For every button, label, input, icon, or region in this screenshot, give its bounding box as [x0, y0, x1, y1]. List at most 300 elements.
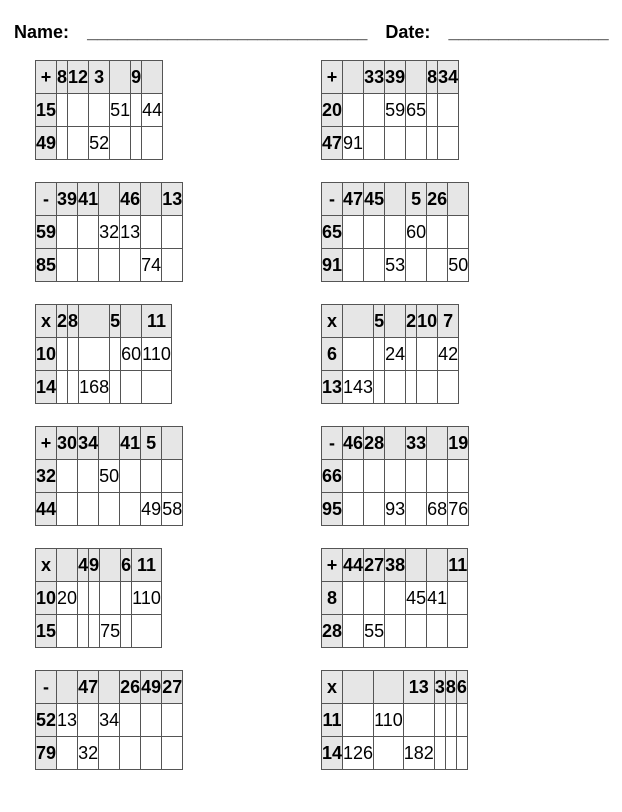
answer-cell: 32	[99, 216, 120, 249]
date-label: Date:	[385, 22, 431, 42]
row-header-cell: 15	[36, 94, 57, 127]
table-header-row	[322, 183, 469, 216]
column-header-cell[interactable]	[427, 549, 448, 582]
answer-cell[interactable]	[403, 704, 434, 737]
column-header-cell: 5	[374, 305, 385, 338]
answer-cell[interactable]	[364, 493, 385, 526]
column-header-cell: 11	[448, 549, 468, 582]
operation-table	[321, 670, 468, 770]
name-label: Name:	[14, 22, 70, 42]
answer-cell[interactable]	[57, 216, 78, 249]
column-header-cell: 49	[141, 671, 162, 704]
answer-cell: 49	[141, 493, 162, 526]
operator-cell: +	[36, 427, 57, 460]
column-header-cell[interactable]	[99, 183, 120, 216]
answer-cell[interactable]	[141, 216, 162, 249]
answer-cell[interactable]	[57, 737, 78, 770]
answer-cell: 50	[99, 460, 120, 493]
answer-cell[interactable]	[68, 371, 79, 404]
date-line[interactable]: ________________	[448, 22, 609, 42]
answer-cell[interactable]	[100, 582, 121, 615]
table-row	[322, 737, 468, 770]
column-header-cell[interactable]	[99, 671, 120, 704]
answer-cell[interactable]	[89, 615, 100, 648]
answer-cell[interactable]	[78, 704, 99, 737]
row-header-cell: 59	[36, 216, 57, 249]
column-header-cell: 4	[78, 549, 89, 582]
column-header-cell: 46	[343, 427, 364, 460]
answer-cell[interactable]	[57, 615, 78, 648]
row-header-cell: 28	[322, 615, 343, 648]
column-header-cell[interactable]	[343, 61, 364, 94]
answer-cell: 53	[385, 249, 406, 282]
operator-cell: -	[322, 427, 343, 460]
answer-cell: 13	[120, 216, 141, 249]
answer-cell[interactable]	[374, 737, 404, 770]
answer-cell[interactable]	[364, 249, 385, 282]
answer-cell[interactable]	[162, 249, 183, 282]
column-header-cell: 3	[89, 61, 110, 94]
column-header-cell[interactable]	[142, 61, 163, 94]
operation-table	[321, 426, 469, 526]
answer-cell: 93	[385, 493, 406, 526]
answer-cell[interactable]	[427, 94, 438, 127]
column-header-cell: 41	[78, 183, 99, 216]
answer-cell: 65	[406, 94, 427, 127]
column-header-cell: 12	[68, 61, 89, 94]
column-header-cell[interactable]	[121, 305, 142, 338]
answer-cell: 91	[343, 127, 364, 160]
answer-cell[interactable]	[364, 460, 385, 493]
answer-cell: 68	[427, 493, 448, 526]
answer-cell[interactable]	[110, 127, 131, 160]
answer-cell[interactable]	[445, 737, 456, 770]
column-header-cell[interactable]	[57, 671, 78, 704]
answer-cell: 76	[448, 493, 469, 526]
answer-cell: 44	[142, 94, 163, 127]
column-header-cell: 8	[445, 671, 456, 704]
column-header-cell[interactable]	[385, 305, 406, 338]
column-header-cell: 3	[434, 671, 445, 704]
answer-cell[interactable]	[57, 371, 68, 404]
answer-cell: 182	[403, 737, 434, 770]
table-row	[322, 704, 468, 737]
column-header-cell: 8	[68, 305, 79, 338]
answer-cell[interactable]	[78, 615, 89, 648]
column-header-cell: 27	[364, 549, 385, 582]
answer-cell[interactable]	[343, 216, 364, 249]
row-header-cell: 91	[322, 249, 343, 282]
table-header-row	[36, 61, 163, 94]
operation-table	[35, 60, 163, 160]
column-header-cell: 47	[78, 671, 99, 704]
answer-cell[interactable]	[427, 460, 448, 493]
answer-cell: 60	[406, 216, 427, 249]
answer-cell[interactable]	[141, 460, 162, 493]
column-header-cell: 30	[57, 427, 78, 460]
column-header-cell: 11	[132, 549, 162, 582]
answer-cell[interactable]	[406, 460, 427, 493]
row-header-cell: 10	[36, 338, 57, 371]
answer-cell[interactable]	[132, 615, 162, 648]
answer-cell: 55	[364, 615, 385, 648]
answer-cell[interactable]	[57, 460, 78, 493]
answer-cell[interactable]	[406, 127, 427, 160]
answer-cell[interactable]	[364, 216, 385, 249]
answer-cell[interactable]	[434, 704, 445, 737]
row-header-cell: 11	[322, 704, 343, 737]
column-header-cell[interactable]	[448, 183, 469, 216]
answer-cell[interactable]	[448, 615, 468, 648]
answer-cell[interactable]	[434, 737, 445, 770]
answer-cell[interactable]	[445, 704, 456, 737]
table-header-row	[322, 549, 468, 582]
answer-cell[interactable]	[120, 249, 141, 282]
answer-cell[interactable]	[142, 371, 172, 404]
answer-cell[interactable]	[364, 94, 385, 127]
row-header-cell: 6	[322, 338, 343, 371]
answer-cell[interactable]	[364, 582, 385, 615]
column-header-cell: 9	[131, 61, 142, 94]
answer-cell[interactable]	[374, 338, 385, 371]
column-header-cell: 9	[89, 549, 100, 582]
answer-cell[interactable]	[406, 371, 417, 404]
column-header-cell[interactable]	[374, 671, 404, 704]
table-header-row	[36, 549, 162, 582]
answer-cell[interactable]	[406, 615, 427, 648]
answer-cell[interactable]	[78, 582, 89, 615]
answer-cell[interactable]	[89, 582, 100, 615]
answer-cell[interactable]	[57, 127, 68, 160]
column-header-cell: 2	[57, 305, 68, 338]
column-header-cell: 7	[438, 305, 459, 338]
column-header-cell: 26	[427, 183, 448, 216]
answer-cell[interactable]	[456, 704, 467, 737]
table-row	[36, 371, 172, 404]
column-header-cell: 13	[162, 183, 183, 216]
row-header-cell: 15	[36, 615, 57, 648]
table-row	[36, 615, 162, 648]
answer-cell[interactable]	[121, 582, 132, 615]
answer-cell[interactable]	[99, 249, 120, 282]
answer-cell: 75	[100, 615, 121, 648]
answer-cell: 110	[374, 704, 404, 737]
column-header-cell: 33	[406, 427, 427, 460]
answer-cell: 143	[343, 371, 374, 404]
answer-cell[interactable]	[438, 94, 459, 127]
column-header-cell[interactable]	[79, 305, 110, 338]
answer-cell[interactable]	[385, 582, 406, 615]
column-header-cell: 45	[364, 183, 385, 216]
operator-cell: -	[322, 183, 343, 216]
row-header-cell: 32	[36, 460, 57, 493]
column-header-cell[interactable]	[385, 183, 406, 216]
answer-cell[interactable]	[406, 493, 427, 526]
answer-cell[interactable]	[120, 493, 141, 526]
answer-cell: 60	[121, 338, 142, 371]
column-header-cell[interactable]	[141, 183, 162, 216]
answer-cell: 168	[79, 371, 110, 404]
column-header-cell[interactable]	[57, 549, 78, 582]
answer-cell[interactable]	[110, 371, 121, 404]
answer-cell[interactable]	[343, 249, 364, 282]
table-header-row	[322, 61, 459, 94]
column-header-cell[interactable]	[343, 671, 374, 704]
table-row	[322, 460, 469, 493]
column-header-cell: 27	[162, 671, 183, 704]
answer-cell[interactable]	[406, 249, 427, 282]
answer-cell[interactable]	[374, 371, 385, 404]
operation-table	[321, 548, 468, 648]
operation-table	[35, 426, 183, 526]
answer-cell[interactable]	[343, 338, 374, 371]
column-header-cell: 34	[438, 61, 459, 94]
answer-cell[interactable]	[385, 460, 406, 493]
answer-cell[interactable]	[121, 615, 132, 648]
column-header-cell: 34	[78, 427, 99, 460]
worksheet-header	[14, 22, 609, 43]
operator-cell: +	[322, 61, 343, 94]
answer-cell: 58	[162, 493, 183, 526]
answer-cell[interactable]	[427, 216, 448, 249]
table-row	[36, 127, 163, 160]
answer-cell[interactable]	[120, 704, 141, 737]
answer-cell[interactable]	[99, 737, 120, 770]
table-row	[36, 460, 183, 493]
answer-cell[interactable]	[78, 493, 99, 526]
column-header-cell: 5	[141, 427, 162, 460]
answer-cell[interactable]	[120, 460, 141, 493]
column-header-cell[interactable]	[110, 61, 131, 94]
answer-cell[interactable]	[120, 737, 141, 770]
row-header-cell: 20	[322, 94, 343, 127]
answer-cell[interactable]	[385, 216, 406, 249]
column-header-cell: 46	[120, 183, 141, 216]
row-header-cell: 95	[322, 493, 343, 526]
answer-cell[interactable]	[427, 615, 448, 648]
operation-table	[35, 670, 183, 770]
name-line[interactable]: ____________________________	[87, 22, 368, 42]
column-header-cell: 8	[427, 61, 438, 94]
answer-cell[interactable]	[448, 582, 468, 615]
answer-cell: 50	[448, 249, 469, 282]
table-row	[322, 94, 459, 127]
table-row	[36, 94, 163, 127]
table-header-row	[322, 671, 468, 704]
table-row	[36, 249, 183, 282]
answer-cell[interactable]	[162, 737, 183, 770]
answer-cell: 34	[99, 704, 120, 737]
answer-cell[interactable]	[141, 704, 162, 737]
answer-cell: 20	[57, 582, 78, 615]
answer-cell[interactable]	[99, 493, 120, 526]
table-header-row	[36, 427, 183, 460]
answer-cell[interactable]	[438, 127, 459, 160]
table-row	[36, 493, 183, 526]
answer-cell[interactable]	[343, 615, 364, 648]
answer-cell: 74	[141, 249, 162, 282]
answer-cell[interactable]	[78, 460, 99, 493]
column-header-cell[interactable]	[406, 549, 427, 582]
row-header-cell: 85	[36, 249, 57, 282]
answer-cell[interactable]	[438, 371, 459, 404]
table-row	[36, 704, 183, 737]
row-header-cell: 8	[322, 582, 343, 615]
answer-cell: 45	[406, 582, 427, 615]
column-header-cell: 44	[343, 549, 364, 582]
operator-cell: -	[36, 183, 57, 216]
answer-cell[interactable]	[417, 371, 438, 404]
column-header-cell: 6	[456, 671, 467, 704]
column-header-cell: 5	[406, 183, 427, 216]
answer-cell[interactable]	[385, 127, 406, 160]
table-row	[322, 371, 459, 404]
answer-cell[interactable]	[456, 737, 467, 770]
operation-table	[321, 182, 469, 282]
table-row	[322, 493, 469, 526]
operation-table	[321, 304, 459, 404]
column-header-cell: 38	[385, 549, 406, 582]
answer-cell[interactable]	[385, 615, 406, 648]
column-header-cell: 11	[142, 305, 172, 338]
column-header-cell: 41	[120, 427, 141, 460]
answer-cell[interactable]	[89, 94, 110, 127]
operator-cell: x	[322, 671, 343, 704]
table-row	[322, 338, 459, 371]
table-row	[36, 582, 162, 615]
column-header-cell: 47	[343, 183, 364, 216]
operator-cell: x	[36, 549, 57, 582]
answer-cell[interactable]	[364, 127, 385, 160]
column-header-cell: 5	[110, 305, 121, 338]
operator-cell: +	[36, 61, 57, 94]
table-row	[36, 338, 172, 371]
column-header-cell[interactable]	[385, 427, 406, 460]
table-row	[322, 127, 459, 160]
row-header-cell: 47	[322, 127, 343, 160]
answer-cell[interactable]	[141, 737, 162, 770]
answer-cell[interactable]	[427, 127, 438, 160]
answer-cell[interactable]	[417, 338, 438, 371]
row-header-cell: 13	[322, 371, 343, 404]
answer-cell[interactable]	[68, 338, 79, 371]
row-header-cell: 52	[36, 704, 57, 737]
answer-cell: 32	[78, 737, 99, 770]
row-header-cell: 66	[322, 460, 343, 493]
operation-table	[35, 182, 183, 282]
column-header-cell: 13	[403, 671, 434, 704]
column-header-cell[interactable]	[162, 427, 183, 460]
answer-cell[interactable]	[162, 216, 183, 249]
answer-cell[interactable]	[68, 127, 89, 160]
answer-cell[interactable]	[110, 338, 121, 371]
answer-cell: 110	[142, 338, 172, 371]
answer-cell: 51	[110, 94, 131, 127]
table-header-row	[322, 305, 459, 338]
answer-cell[interactable]	[131, 94, 142, 127]
operator-cell: +	[322, 549, 343, 582]
answer-cell[interactable]	[121, 371, 142, 404]
row-header-cell: 44	[36, 493, 57, 526]
table-header-row	[322, 427, 469, 460]
column-header-cell: 2	[406, 305, 417, 338]
answer-cell[interactable]	[131, 127, 142, 160]
table-row	[322, 582, 468, 615]
column-header-cell[interactable]	[343, 305, 374, 338]
row-header-cell: 10	[36, 582, 57, 615]
answer-cell[interactable]	[78, 216, 99, 249]
answer-cell[interactable]	[68, 94, 89, 127]
column-header-cell: 10	[417, 305, 438, 338]
column-header-cell: 39	[385, 61, 406, 94]
answer-cell[interactable]	[142, 127, 163, 160]
answer-cell[interactable]	[57, 94, 68, 127]
table-row	[322, 615, 468, 648]
answer-cell[interactable]	[78, 249, 99, 282]
operator-cell: -	[36, 671, 57, 704]
answer-cell[interactable]	[57, 249, 78, 282]
answer-cell[interactable]	[57, 493, 78, 526]
answer-cell: 110	[132, 582, 162, 615]
row-header-cell: 14	[322, 737, 343, 770]
column-header-cell[interactable]	[406, 61, 427, 94]
column-header-cell[interactable]	[100, 549, 121, 582]
table-row	[322, 249, 469, 282]
answer-cell[interactable]	[343, 94, 364, 127]
answer-cell[interactable]	[162, 704, 183, 737]
answer-cell[interactable]	[448, 216, 469, 249]
column-header-cell: 19	[448, 427, 469, 460]
answer-cell[interactable]	[162, 460, 183, 493]
operation-table	[35, 304, 172, 404]
answer-cell[interactable]	[343, 582, 364, 615]
answer-cell[interactable]	[343, 460, 364, 493]
answer-cell[interactable]	[406, 338, 417, 371]
answer-cell[interactable]	[343, 493, 364, 526]
answer-cell: 52	[89, 127, 110, 160]
answer-cell: 126	[343, 737, 374, 770]
answer-cell: 42	[438, 338, 459, 371]
table-row	[322, 216, 469, 249]
column-header-cell: 39	[57, 183, 78, 216]
column-header-cell[interactable]	[427, 427, 448, 460]
operation-table	[321, 60, 459, 160]
row-header-cell: 14	[36, 371, 57, 404]
answer-cell[interactable]	[448, 460, 469, 493]
column-header-cell: 26	[120, 671, 141, 704]
row-header-cell: 49	[36, 127, 57, 160]
column-header-cell: 8	[57, 61, 68, 94]
operation-table	[35, 548, 162, 648]
row-header-cell: 79	[36, 737, 57, 770]
answer-cell: 41	[427, 582, 448, 615]
column-header-cell: 6	[121, 549, 132, 582]
answer-cell[interactable]	[385, 371, 406, 404]
table-header-row	[36, 183, 183, 216]
table-header-row	[36, 305, 172, 338]
column-header-cell: 33	[364, 61, 385, 94]
operator-cell: x	[36, 305, 57, 338]
answer-cell: 13	[57, 704, 78, 737]
answer-cell[interactable]	[57, 338, 68, 371]
table-row	[36, 737, 183, 770]
answer-cell[interactable]	[343, 704, 374, 737]
answer-cell[interactable]	[79, 338, 110, 371]
operator-cell: x	[322, 305, 343, 338]
column-header-cell[interactable]	[99, 427, 120, 460]
row-header-cell: 65	[322, 216, 343, 249]
answer-cell[interactable]	[427, 249, 448, 282]
